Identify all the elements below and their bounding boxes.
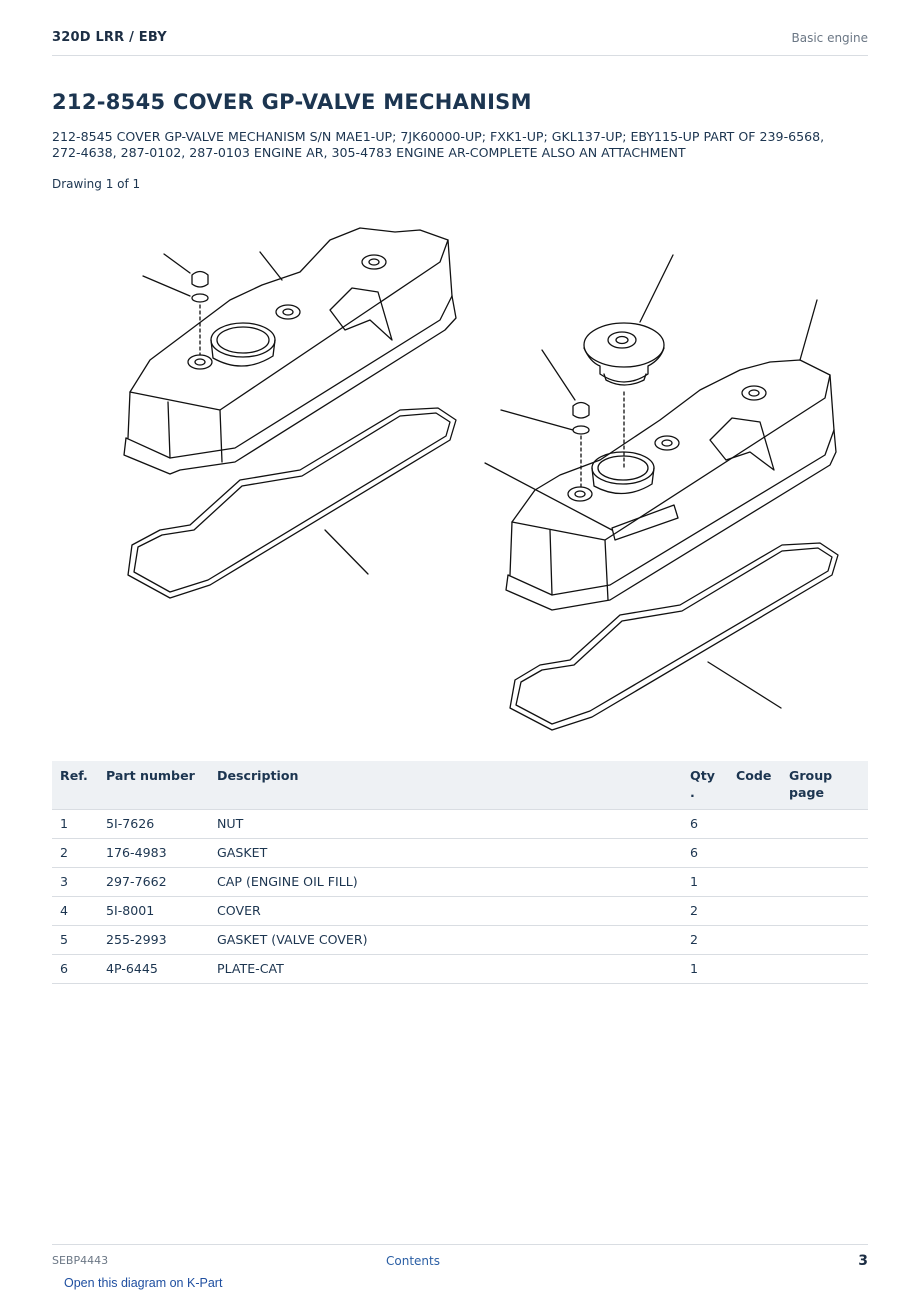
- col-part-number: Part number: [98, 761, 209, 809]
- left-cover-base: [124, 296, 456, 474]
- cell-code: [728, 925, 781, 954]
- section-name: Basic engine: [791, 31, 868, 45]
- col-code: Code: [728, 761, 781, 809]
- cell-part-number: 255-2993: [98, 925, 209, 954]
- cell-ref: 2: [52, 838, 98, 867]
- cell-part-number: 4P-6445: [98, 954, 209, 983]
- cell-ref: 6: [52, 954, 98, 983]
- col-ref: Ref.: [52, 761, 98, 809]
- cell-code: [728, 896, 781, 925]
- model-breadcrumb: 320D LRR / EBY: [52, 30, 167, 45]
- cell-part-number: 5I-8001: [98, 896, 209, 925]
- left-bolt-boss: [188, 355, 212, 369]
- cell-description: GASKET (VALVE COVER): [209, 925, 682, 954]
- left-oil-fill-tube: [211, 323, 275, 357]
- cell-qty: 2: [682, 925, 728, 954]
- cell-qty: 6: [682, 809, 728, 838]
- cell-description: COVER: [209, 896, 682, 925]
- cell-ref: 4: [52, 896, 98, 925]
- cell-qty: 2: [682, 896, 728, 925]
- right-bolt-boss: [568, 487, 592, 501]
- cell-part-number: 297-7662: [98, 867, 209, 896]
- cell-code: [728, 867, 781, 896]
- cell-qty: 6: [682, 838, 728, 867]
- document-id: SEBP4443: [52, 1254, 109, 1267]
- right-nut: [573, 403, 589, 419]
- page-number: 3: [858, 1253, 868, 1269]
- cell-qty: 1: [682, 954, 728, 983]
- cell-group-page: [781, 925, 868, 954]
- table-row: [52, 954, 868, 983]
- page-header: [52, 28, 868, 56]
- cell-code: [728, 809, 781, 838]
- cell-group-page: [781, 838, 868, 867]
- table-row: [52, 925, 868, 954]
- page-subtitle: 212-8545 COVER GP-VALVE MECHANISM S/N MAE1-UP; 7JK60000-UP; FXK1-UP; GKL137-UP; EBY115-UP PART OF 239-6568, 272-4638, 287-0102, 287-0103 ENGINE AR, 305-4783 ENGINE AR-COMPLETE ALSO AN ATTACHMENT: [52, 129, 825, 160]
- col-group-label: Group: [789, 768, 833, 783]
- cell-description: CAP (ENGINE OIL FILL): [209, 867, 682, 896]
- table-row: [52, 838, 868, 867]
- left-assembly: [124, 228, 456, 598]
- table-row: [52, 809, 868, 838]
- right-washer: [573, 426, 589, 434]
- right-cat-plate: [612, 505, 678, 540]
- table-header-row: [52, 761, 868, 809]
- col-description: Description: [209, 761, 682, 809]
- cell-code: [728, 954, 781, 983]
- left-nut: [192, 272, 208, 288]
- col-group-page: [781, 761, 868, 809]
- cell-group-page: [781, 867, 868, 896]
- right-oil-fill-tube: [592, 452, 654, 484]
- cell-group-page: [781, 809, 868, 838]
- cell-part-number: 176-4983: [98, 838, 209, 867]
- right-gasket: [510, 543, 838, 730]
- cell-ref: 1: [52, 809, 98, 838]
- page-title: 212-8545 COVER GP-VALVE MECHANISM: [52, 90, 532, 114]
- page-footer: [52, 1244, 868, 1274]
- cell-ref: 5: [52, 925, 98, 954]
- col-qty-suffix: .: [690, 785, 695, 800]
- table-row: [52, 867, 868, 896]
- open-in-kpart-link[interactable]: Open this diagram on K-Part: [64, 1276, 223, 1290]
- cell-description: NUT: [209, 809, 682, 838]
- col-page-label: page: [789, 785, 825, 800]
- cell-code: [728, 838, 781, 867]
- col-qty-label: Qty: [690, 768, 715, 783]
- right-oil-fill-cap: [584, 323, 664, 367]
- valve-cover-exploded-diagram: [52, 200, 868, 745]
- cell-description: GASKET: [209, 838, 682, 867]
- table-row: [52, 896, 868, 925]
- cell-group-page: [781, 896, 868, 925]
- cell-group-page: [781, 954, 868, 983]
- cell-part-number: 5I-7626: [98, 809, 209, 838]
- contents-link[interactable]: Contents: [386, 1254, 440, 1268]
- cell-description: PLATE-CAT: [209, 954, 682, 983]
- cell-qty: 1: [682, 867, 728, 896]
- right-assembly: [485, 255, 838, 730]
- right-cover-outline: [512, 360, 834, 522]
- drawing-count: Drawing 1 of 1: [52, 177, 141, 191]
- left-washer: [192, 294, 208, 302]
- col-qty: [682, 761, 728, 809]
- left-gasket: [128, 408, 456, 598]
- cell-ref: 3: [52, 867, 98, 896]
- parts-table: [52, 761, 868, 984]
